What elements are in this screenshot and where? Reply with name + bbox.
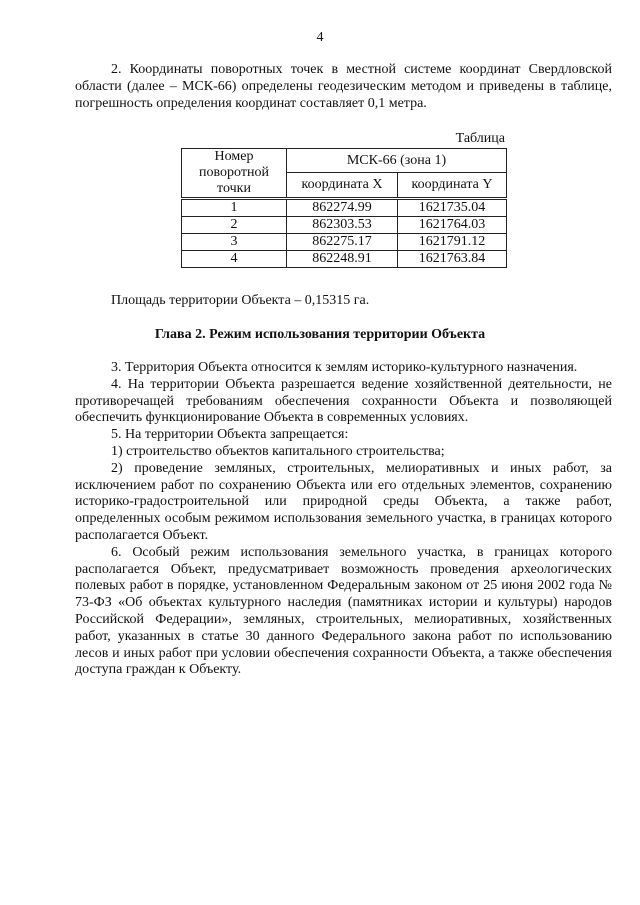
paragraph-5: 5. На территории Объекта запрещается: bbox=[111, 427, 349, 443]
table-row bbox=[182, 199, 507, 217]
chapter-title: Глава 2. Режим использования территории Объекта bbox=[154, 327, 486, 342]
intro-paragraph-block bbox=[75, 62, 612, 112]
cell-x: 862274.99 bbox=[287, 199, 398, 217]
header-x: координата X bbox=[287, 173, 398, 199]
table-row bbox=[182, 251, 507, 268]
cell-point: 3 bbox=[182, 234, 287, 251]
cell-x: 862303.53 bbox=[287, 217, 398, 234]
cell-x: 862275.17 bbox=[287, 234, 398, 251]
cell-y: 1621791.12 bbox=[398, 234, 507, 251]
coordinates-table bbox=[181, 148, 507, 268]
area-line: Площадь территории Объекта – 0,15315 га. bbox=[111, 293, 370, 308]
header-coordinate-system: МСК-66 (зона 1) bbox=[287, 149, 507, 173]
cell-y: 1621735.04 bbox=[398, 199, 507, 217]
header-y: координата Y bbox=[398, 173, 507, 199]
paragraph-3: 3. Территория Объекта относится к землям историко-культурного назначения. bbox=[111, 360, 578, 375]
cell-point: 2 bbox=[182, 217, 287, 234]
cell-point: 4 bbox=[182, 251, 287, 268]
page-number: 4 bbox=[316, 30, 324, 45]
table-row bbox=[182, 217, 507, 234]
table-caption: Таблица bbox=[455, 131, 505, 146]
chapter-body bbox=[75, 360, 612, 679]
paragraph-5-item-2: 2) проведение земляных, строительных, мелиоративных и иных работ, за исключением работ по сохранению Объекта или его отдельных элементов, сохранению историко-градостроительной или природной среды Объекта, а также работ, определенных особым режимом использования земельного участка, в границах которого располагается Объект. bbox=[75, 460, 612, 543]
intro-paragraph: 2. Координаты поворотных точек в местной системе координат Свердловской области (далее – МСК-66) определены геодезическим методом и приведены в таблице, погрешность определения координат составляет 0,1 метра. bbox=[75, 62, 612, 111]
paragraph-5-item-1: 1) строительство объектов капитального строительства; bbox=[111, 443, 445, 459]
paragraph-4: 4. На территории Объекта разрешается ведение хозяйственной деятельности, не противоречащей требованиям обеспечения сохранности Объекта и позволяющей обеспечить функционирование Объекта в современных условиях. bbox=[75, 376, 612, 426]
cell-x: 862248.91 bbox=[287, 251, 398, 268]
area-paragraph-block bbox=[75, 293, 612, 310]
cell-y: 1621763.84 bbox=[398, 251, 507, 268]
header-point-number: Номер поворотной точки bbox=[182, 149, 287, 199]
cell-y: 1621764.03 bbox=[398, 217, 507, 234]
table-row bbox=[182, 234, 507, 251]
cell-point: 1 bbox=[182, 199, 287, 217]
paragraph-6: 6. Особый режим использования земельного участка, в границах которого располагается Объект, предусматривает возможность проведения археологических полевых работ в порядке, установленном Федеральным законом от 25 июня 2002 года № 73-ФЗ «Об объектах культурного наследия (памятниках истории и культуры) народов Российской Федерации», земляных, строительных, мелиоративных, хозяйственных работ, указанных в статье 30 данного Федерального закона работ по использованию лесов и иных работ при условии обеспечения сохранности Объекта, а также обеспечения доступа граждан к Объекту. bbox=[75, 544, 612, 678]
